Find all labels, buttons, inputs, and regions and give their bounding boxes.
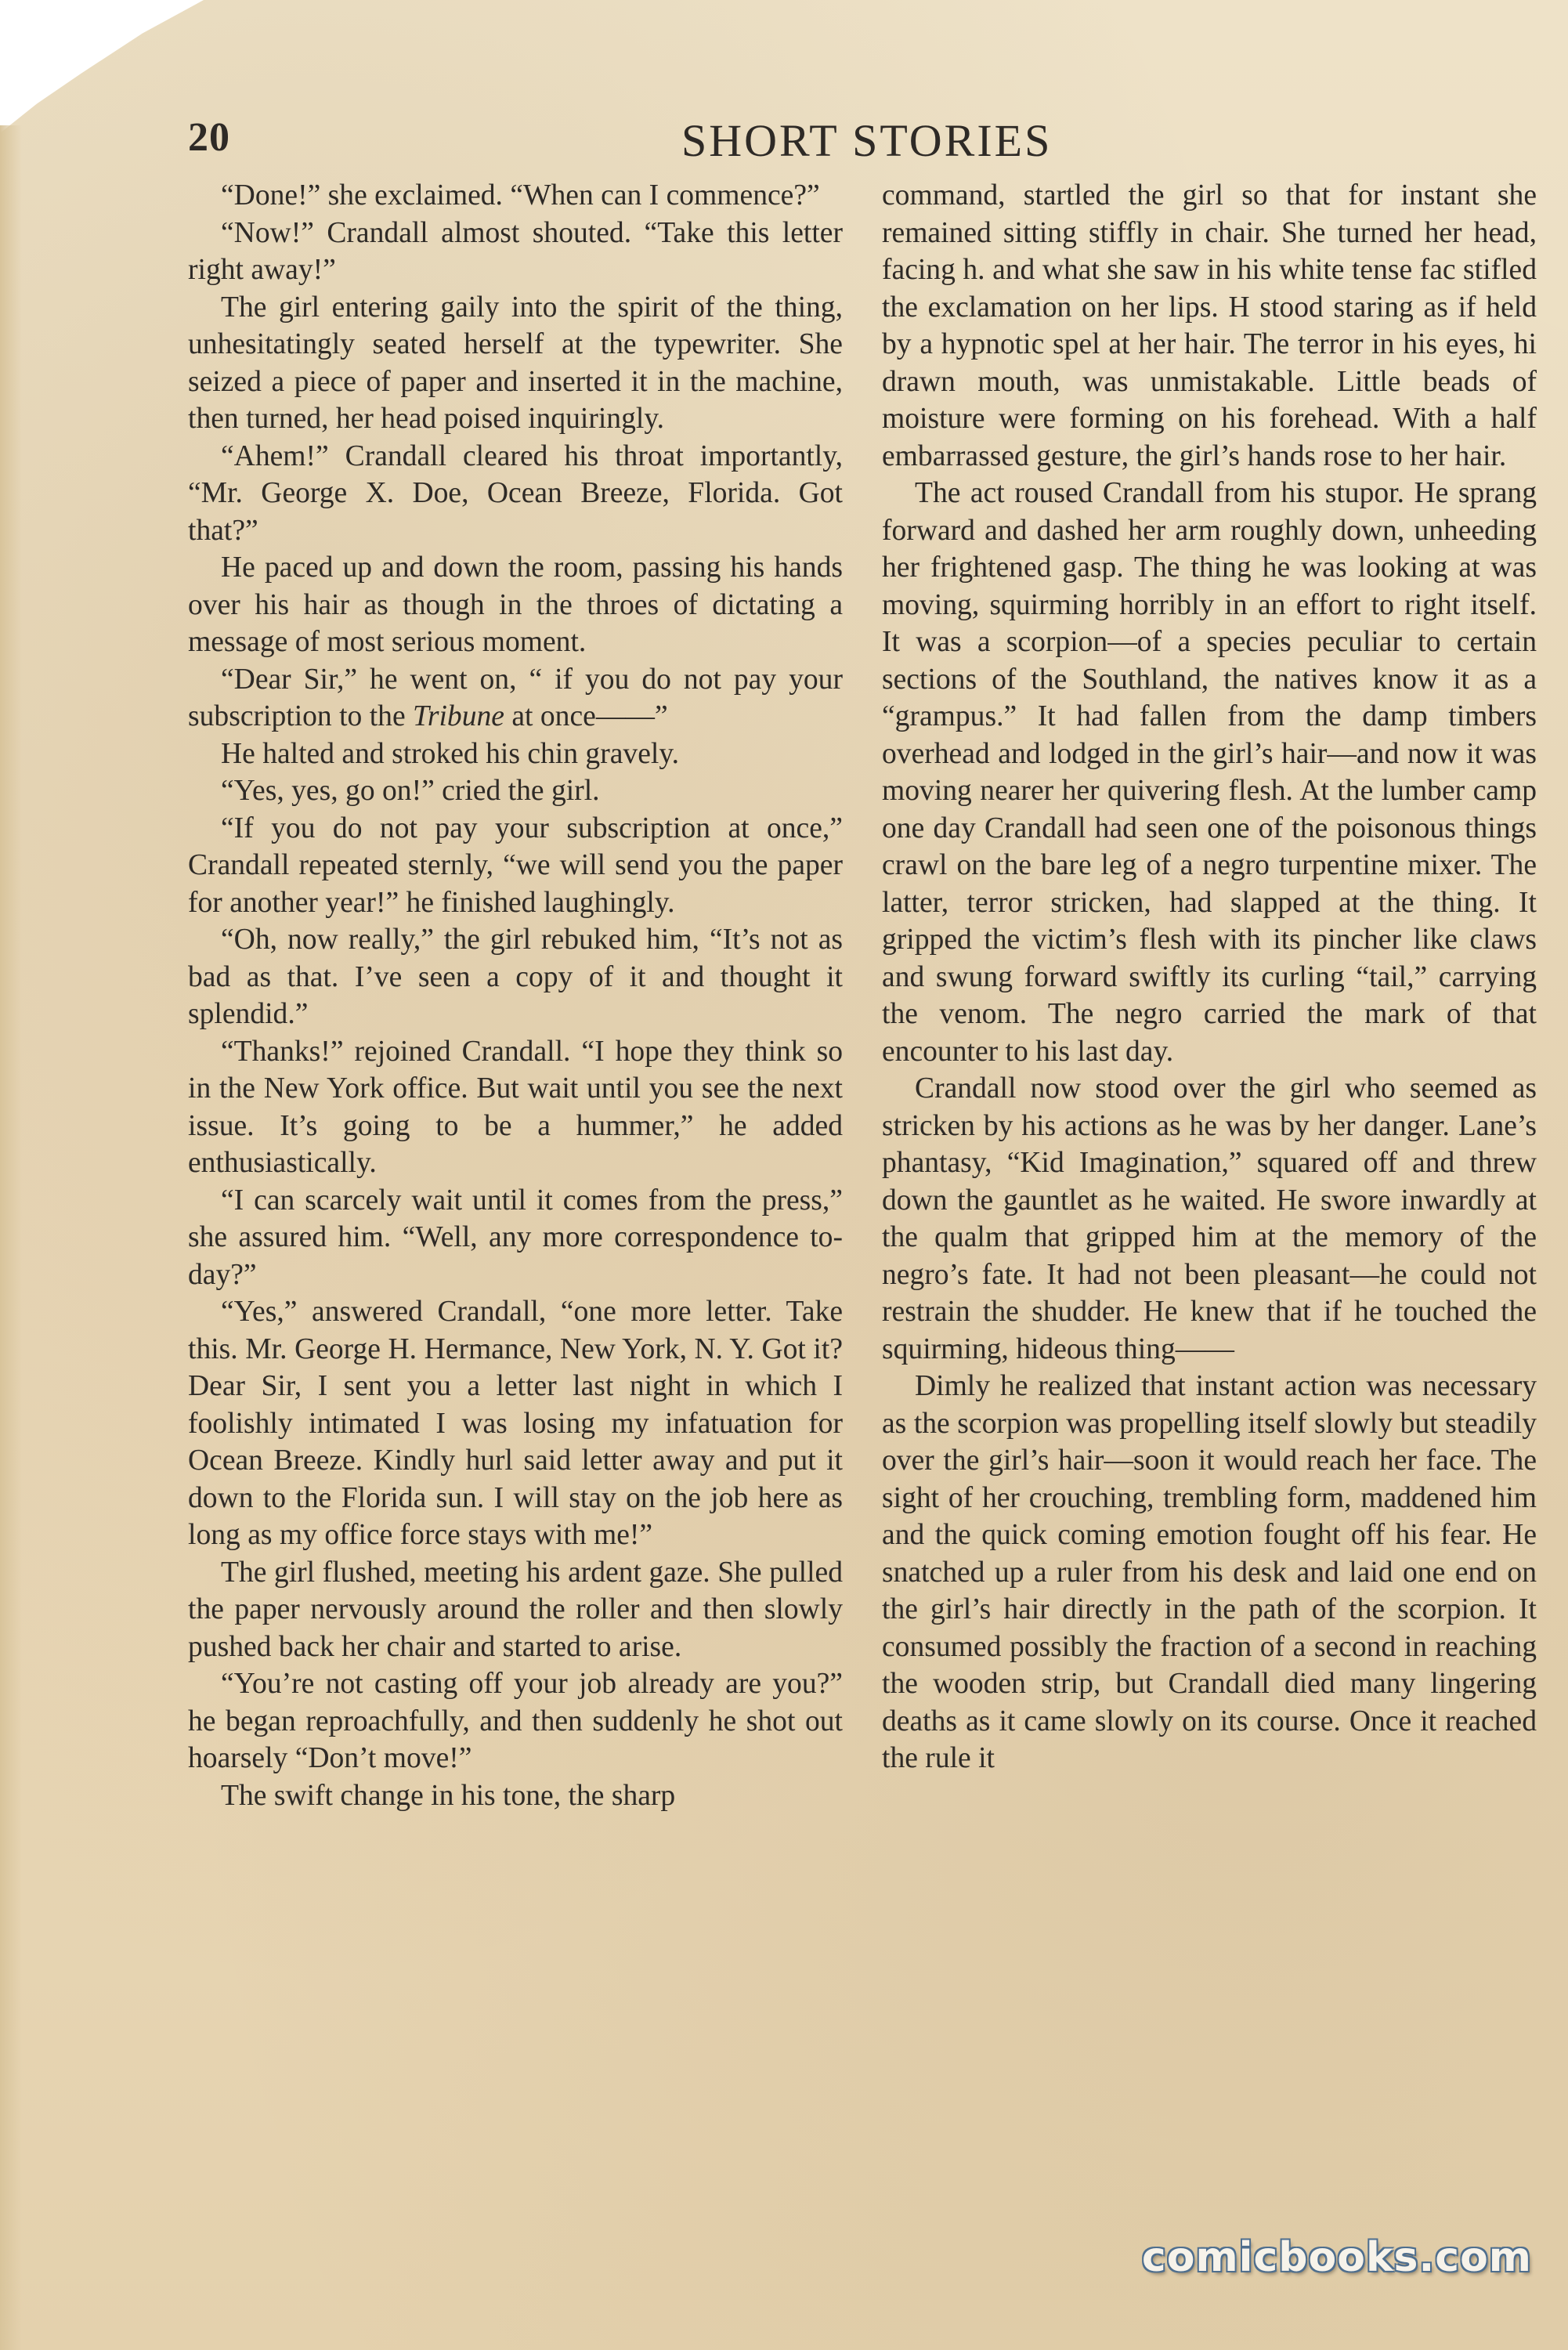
paragraph: command, startled the girl so that for instant she remained sitting stiffly in chair. She turned her head, facing h. and what she saw in his white tense fac stifled the exclamation on her lips. H stood staring as if held by a hypnotic spel at her hair. The terror in his eyes, hi drawn mouth, was unmistakable. Little beads of moisture were forming on his forehead. With a half embarrassed gesture, the girl’s hands rose to her hair. — [882, 179, 1537, 472]
paragraph-text: at once——” — [504, 700, 668, 732]
paragraph: “Done!” she exclaimed. “When can I commence?” — [221, 179, 820, 212]
paragraph: The swift change in his tone, the sharp — [221, 1779, 676, 1812]
paragraph: “Oh, now really,” the girl rebuked him, “It’s not as bad as that. I’ve seen a copy of it and thought it splendid.” — [188, 924, 843, 1030]
paragraph: He halted and stroked his chin gravely. — [221, 737, 680, 770]
left-column — [188, 177, 843, 1814]
paragraph: “Yes, yes, go on!” cried the girl. — [221, 775, 600, 807]
running-title: SHORT STORIES — [681, 115, 1053, 166]
page-number: 20 — [188, 115, 230, 160]
paragraph: Dimly he realized that instant action was necessary as the scorpion was propelling itself slowly but steadily over the girl’s hair—soon it would reach her face. The sight of her crouching, trembling form, maddened him and the quick coming emotion fought off his fear. He snatched up a ruler from his desk and laid one end on the girl’s hair directly in the path of the scorpion. It consumed possibly the fraction of a second in reaching the wooden strip, but Crandall died many lingering deaths as it came slowly on its course. Once it reached the rule it — [882, 1370, 1537, 1774]
page-edge-shadow — [0, 125, 22, 2350]
paragraph: He paced up and down the room, passing his hands over his hair as though in the throes of dictating a message of most serious moment. — [188, 551, 843, 658]
paragraph: “I can scarcely wait until it comes from the press,” she assured him. “Well, any more correspondence to-day?” — [188, 1184, 843, 1291]
site-watermark: comicbooks.com — [1141, 2234, 1532, 2281]
right-column — [882, 177, 1537, 1777]
paragraph: The girl flushed, meeting his ardent gaze. She pulled the paper nervously around the roller and then slowly pushed back her chair and started to arise. — [188, 1556, 843, 1663]
paragraph: The act roused Crandall from his stupor. He sprang forward and dashed her arm roughly down, unheeding her frightened gasp. The thing he was looking at was moving, squirming horribly in an effort to right itself. It was a scorpion—of a species peculiar to certain sections of the Southland, the natives know it as a “grampus.” It had fallen from the damp timbers overhead and lodged in the girl’s hair—and now it was moving nearer her quivering flesh. At the lumber camp one day Crandall had seen one of the poisonous things crawl on the bare leg of a negro turpentine mixer. The latter, terror stricken, had slapped at the thing. It gripped the victim’s flesh with its pincher like claws and swung forward swiftly its curling “tail,” carrying the venom. The negro carried the mark of that encounter to his last day. — [882, 477, 1537, 1068]
paragraph: “If you do not pay your subscription at once,” Crandall repeated sternly, “we will send you the paper for another year!” he finished laughingly. — [188, 812, 843, 919]
paragraph: “Now!” Crandall almost shouted. “Take this letter right away!” — [188, 216, 843, 286]
paragraph-text: “Dear Sir,” he went on, “ if you do not pay your subscription to the — [188, 663, 843, 732]
paragraph: “Thanks!” rejoined Crandall. “I hope they think so in the New York office. But wait until you see the next issue. It’s going to be a hummer,” he added enthusiastically. — [188, 1035, 843, 1179]
page-header — [188, 110, 1535, 172]
paragraph: “Yes,” answered Crandall, “one more letter. Take this. Mr. George H. Hermance, New York, N. Y. Got it? Dear Sir, I sent you a letter last night in which I foolishly intimated I was losing my infatuation for Ocean Breeze. Kindly hurl said letter away and put it down to the Florida sun. I will stay on the job here as long as my office force stays with me!” — [188, 1296, 843, 1551]
newspaper-title: Tribune — [413, 700, 504, 732]
paragraph: “Ahem!” Crandall cleared his throat importantly, “Mr. George X. Doe, Ocean Breeze, Florida. Got that?” — [188, 439, 843, 547]
paragraph — [188, 661, 843, 736]
paragraph: Crandall now stood over the girl who seemed as stricken by his actions as he was by her danger. Lane’s phantasy, “Kid Imagination,” squared off and threw down the gauntlet as he waited. He swore inwardly at the qualm that gripped him at the memory of the negro’s fate. It had not been pleasant—he could not restrain the shudder. He knew that if he touched the squirming, hideous thing—— — [882, 1072, 1537, 1365]
paragraph: “You’re not casting off your job already are you?” he began reproachfully, and then suddenly he shot out hoarsely “Don’t move!” — [188, 1668, 843, 1774]
torn-corner — [0, 0, 204, 133]
paragraph: The girl entering gaily into the spirit of the thing, unhesitatingly seated herself at the typewriter. She seized a piece of paper and inserted it in the machine, then turned, her head poised inquiringly. — [188, 291, 843, 435]
